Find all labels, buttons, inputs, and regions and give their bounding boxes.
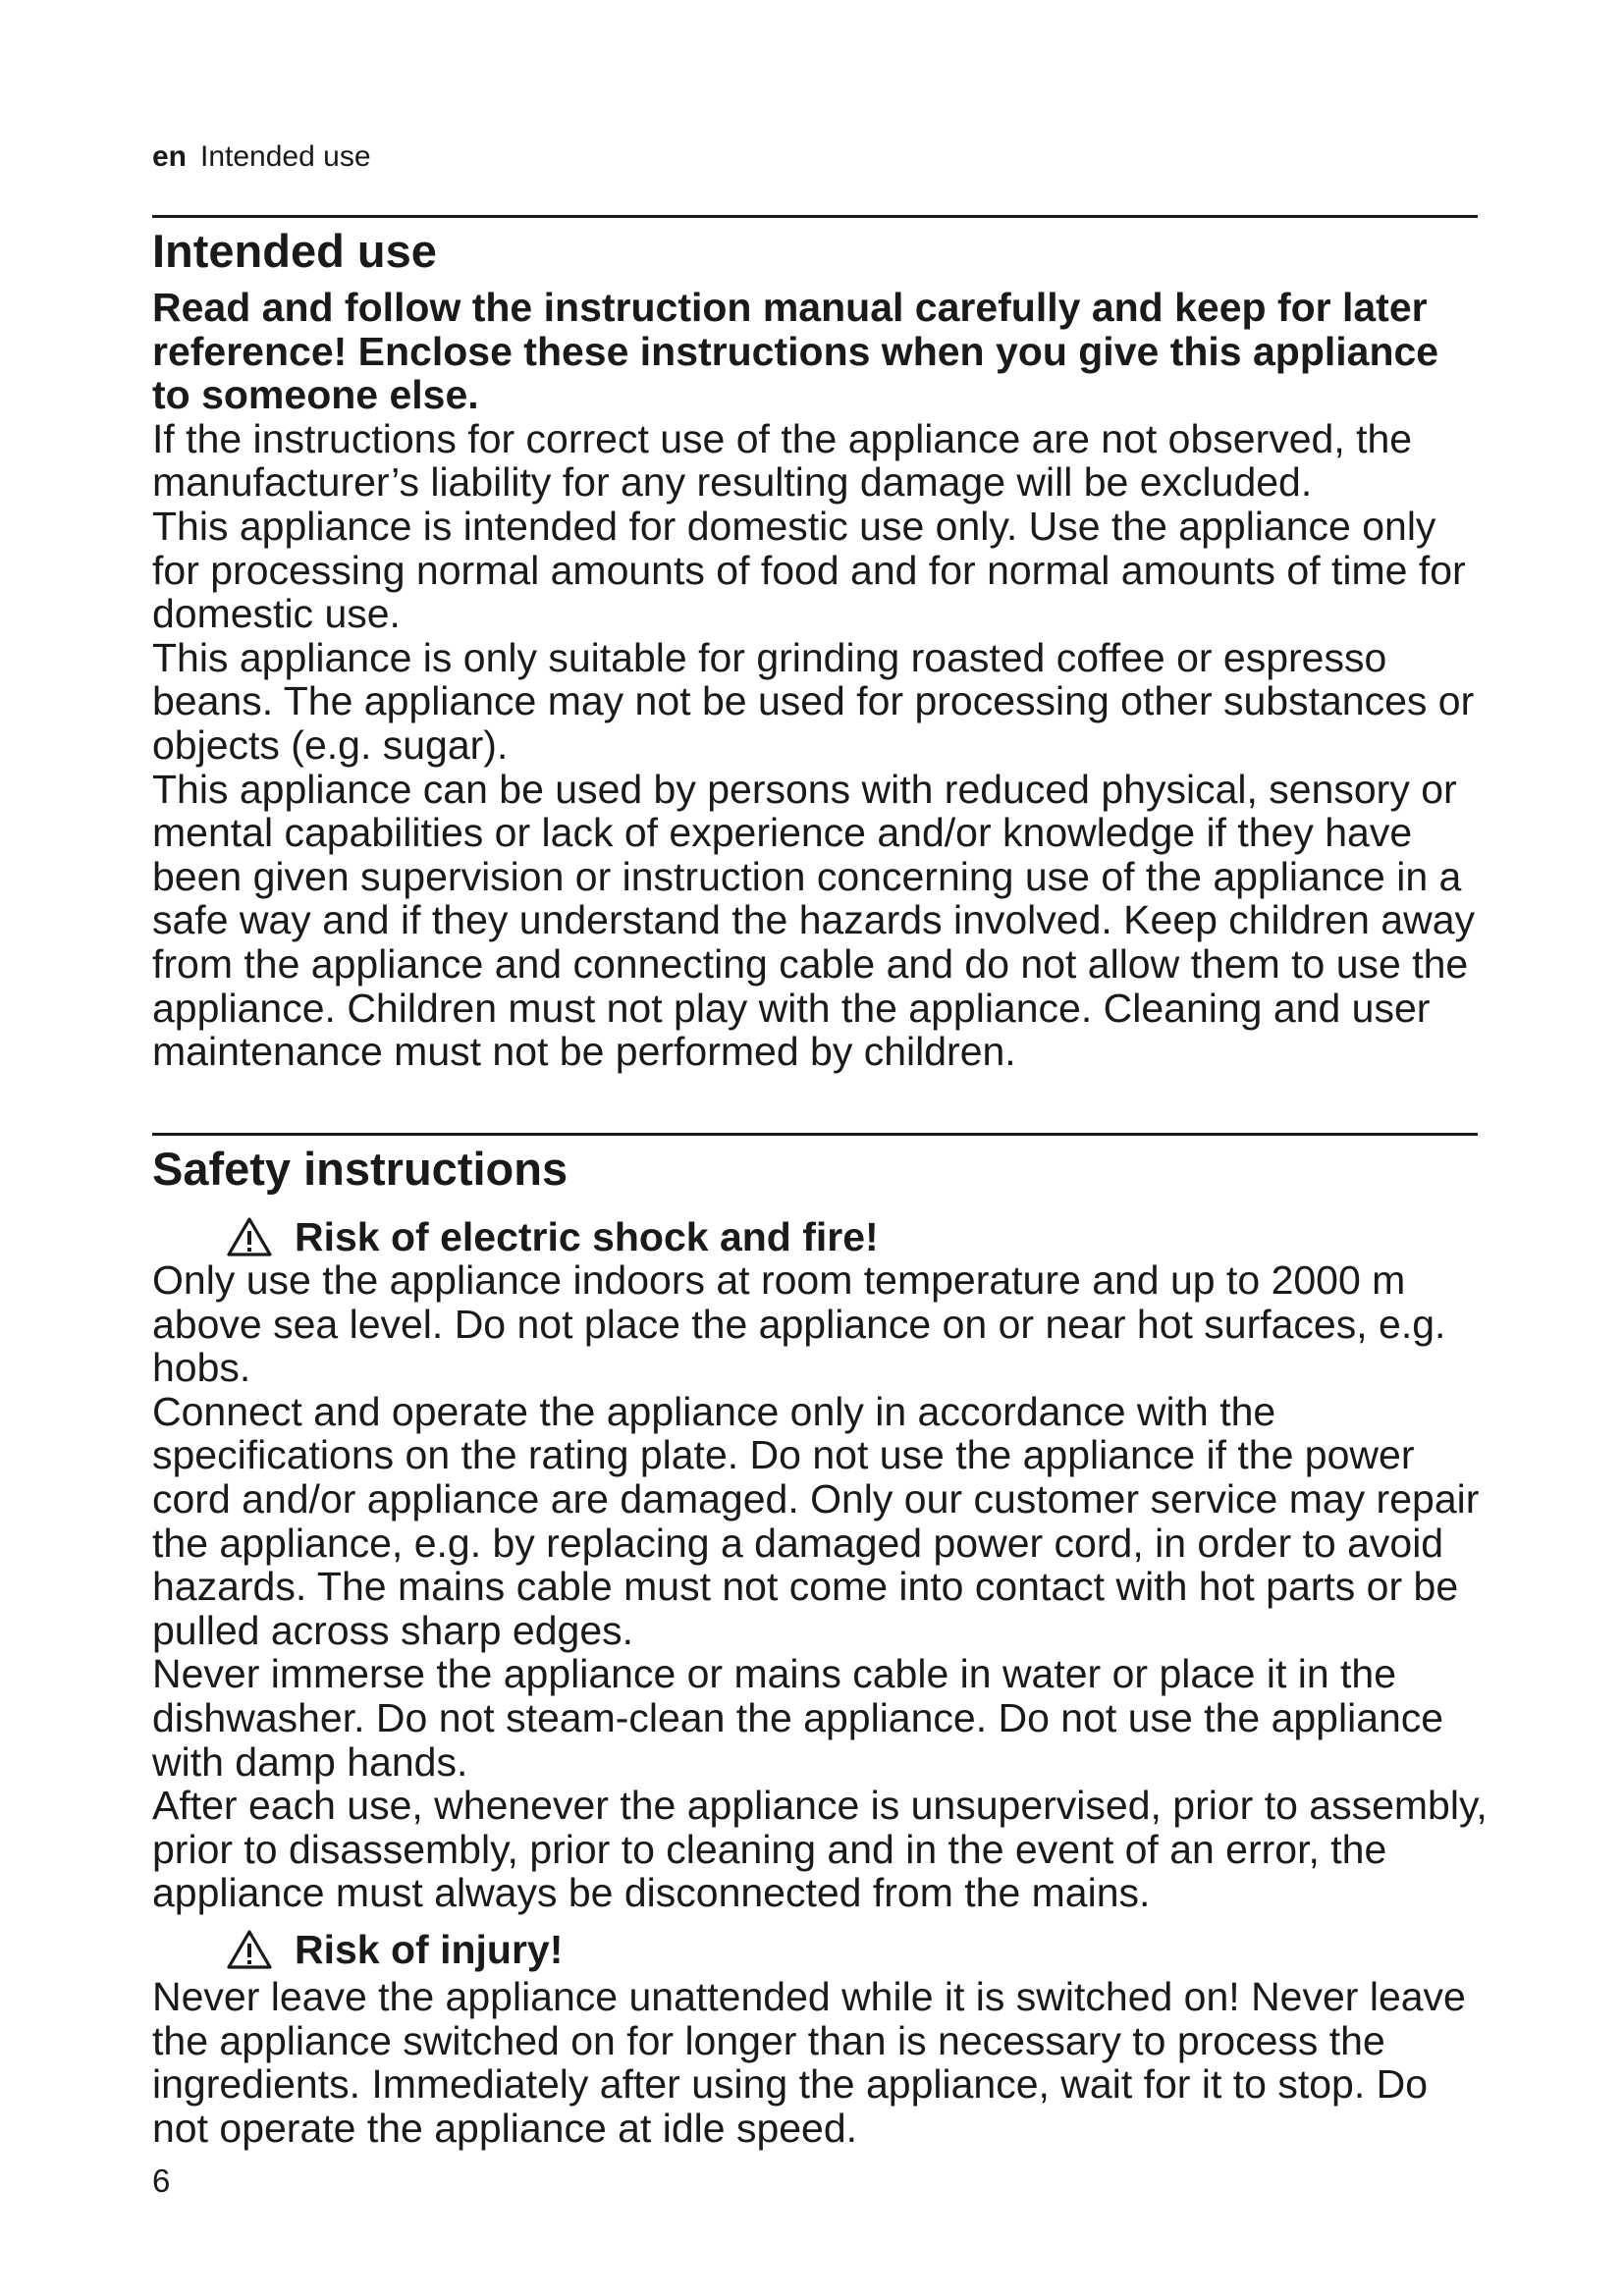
section-divider	[152, 215, 1478, 218]
injury-body	[152, 1975, 1488, 2150]
section-divider	[152, 1133, 1478, 1136]
warning-heading-text: Risk of injury!	[295, 1927, 564, 1972]
intended-use-paragraph: This appliance can be used by persons with reduced physical, sensory or mental capabilities or lack of experience and/or knowledge if they have been given supervision or instruction concerning use of the appliance in a safe way and if they understand the hazards involved. Keep children away from the appliance and connecting cable and do not allow them to use the appliance. Children must not play with the appliance. Cleaning and user maintenance must not be performed by children.	[152, 766, 1475, 1075]
intended-use-paragraph: This appliance is intended for domestic use only. Use the appliance only for processing normal amounts of food and for normal amounts of time for domestic use.	[152, 503, 1466, 637]
intended-use-paragraph: This appliance is only suitable for grinding roasted coffee or espresso beans. The appliance may not be used for processing other substances or objects (e.g. sugar).	[152, 634, 1475, 768]
safety-paragraph: After each use, whenever the appliance is unsupervised, prior to assembly, prior to disassembly, prior to cleaning and in the event of an error, the appliance must always be disconnected from the mains.	[152, 1783, 1488, 1916]
safety-paragraph: Only use the appliance indoors at room temperature and up to 2000 m above sea level. Do not place the appliance on or near hot surfaces, e.g. hobs.	[152, 1257, 1446, 1391]
safety-paragraph: Connect and operate the appliance only in accordance with the specifications on the rating plate. Do not use the appliance if the power cord and/or appliance are damaged. Only our customer service may repair the appliance, e.g. by replacing a damaged power cord, in order to avoid hazards. The mains cable must not come into contact with hot parts or be pulled across sharp edges.	[152, 1388, 1480, 1653]
warning-triangle-icon	[226, 1216, 273, 1257]
intended-use-body	[152, 286, 1488, 1074]
running-header-section: Intended use	[200, 140, 371, 173]
safety-paragraph: Never immerse the appliance or mains cable in water or place it in the dishwasher. Do not steam-clean the appliance. Do not use the appliance with damp hands.	[152, 1651, 1444, 1785]
intended-use-paragraph: If the instructions for correct use of the appliance are not observed, the manufacturer’s liability for any resulting damage will be excluded.	[152, 415, 1413, 506]
language-code: en	[152, 140, 188, 173]
page-number: 6	[152, 2163, 171, 2199]
warning-heading-injury	[226, 1927, 563, 1972]
manual-page	[152, 0, 1488, 2296]
electric-shock-body	[152, 1258, 1488, 1915]
safety-paragraph: Never leave the appliance unattended while it is switched on! Never leave the appliance switched on for longer than is necessary to process the ingredients. Immediately after using the appliance, wait for it to stop. Do not operate the appliance at idle speed.	[152, 1974, 1466, 2151]
intended-use-title: Intended use	[152, 225, 437, 277]
warning-heading-text: Risk of electric shock and fire!	[295, 1214, 879, 1259]
warning-triangle-icon	[226, 1929, 273, 1970]
running-header	[152, 140, 371, 174]
warning-heading-electric-shock	[226, 1214, 879, 1259]
safety-instructions-title: Safety instructions	[152, 1143, 568, 1195]
intended-use-lead: Read and follow the instruction manual carefully and keep for later reference! Enclose these instructions when you give this appliance to someone else.	[152, 285, 1439, 418]
